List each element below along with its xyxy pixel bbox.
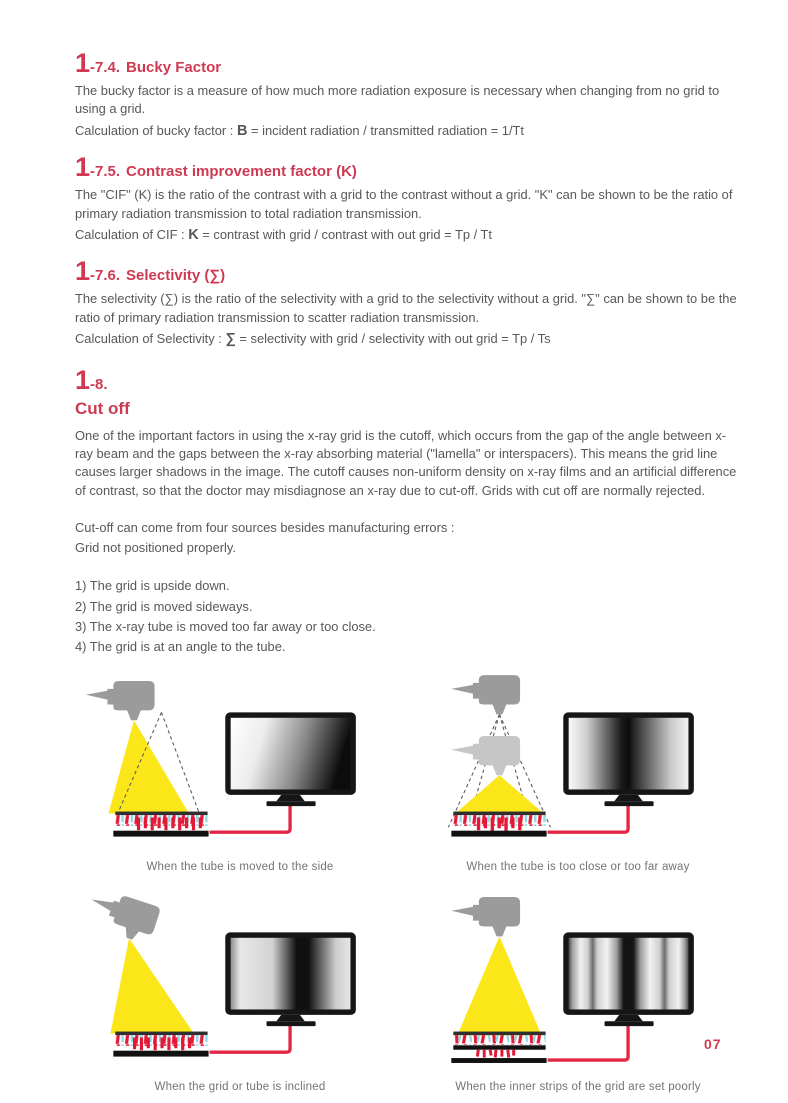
section-number: 1: [75, 364, 91, 395]
diagram-caption: When the tube is too close or too far away: [466, 860, 690, 873]
diagram-strips-set-poorly-art: [416, 893, 740, 1068]
diagram-tube-moved-side: [75, 673, 405, 883]
xray-tube-icon: [84, 893, 161, 945]
section-heading-bucky-factor: 1-7.4. Bucky Factor: [75, 48, 222, 78]
paragraph-selectivity-calc: Calculation of Selectivity : ∑ = selectivity with grid / selectivity with out grid = Tp / Ts: [75, 331, 551, 348]
section-number: 1: [75, 48, 91, 78]
section-title-cutoff: Cut off: [75, 398, 130, 418]
cutoff-causes-list: [75, 576, 737, 657]
cause-item-4: 4) The grid is at an angle to the tube.: [75, 638, 286, 654]
monitor-icon: [563, 932, 694, 1026]
diagram-strips-set-poorly: [413, 893, 743, 1103]
diagram-caption: When the grid or tube is inclined: [154, 1080, 326, 1093]
formula-symbol: ∑: [225, 331, 236, 348]
paragraph-cutoff-sources-sub: Grid not positioned properly.: [75, 540, 236, 556]
grid-icon: [113, 1032, 208, 1057]
document-page: [75, 50, 737, 1103]
section-title: Selectivity (∑): [126, 267, 226, 285]
section-heading-cutoff-number: 1-8.: [75, 364, 108, 395]
diagram-tube-too-close-far: [413, 673, 743, 883]
xray-tube-icon: [86, 681, 155, 720]
section-title: Contrast improvement factor (K): [126, 163, 357, 181]
diagram-caption: When the inner strips of the grid are set poorly: [455, 1080, 701, 1093]
paragraph-cutoff-body: One of the important factors in using the x-ray grid is the cutoff, which occurs from the gap of the angle between x-ray beam and the gaps between the x-ray absorbing material ("lamella" or interspacers). This means the grid line causes larger shadows in the image. The cutoff causes non-uniform density on x-ray films and an artificial difference of contrast, so that the doctor may misdiagnose an x-ray due to cut-off. Grids with cut off are normally rejected.: [75, 427, 737, 498]
formula-symbol: K: [188, 226, 199, 243]
paragraph-bucky-calc: Calculation of bucky factor : B = incident radiation / transmitted radiation = 1/Tt: [75, 122, 525, 139]
formula-symbol: B: [236, 122, 248, 139]
section-heading-selectivity: 1-7.6. Selectivity (∑): [75, 256, 226, 287]
page-number: 07: [704, 1036, 722, 1052]
paragraph-bucky-body: The bucky factor is a measure of how much more radiation exposure is necessary when changing from no grid to using a grid.: [75, 83, 720, 117]
diagram-tube-too-close-far-art: [416, 673, 740, 848]
monitor-icon: [225, 932, 356, 1026]
paragraph-selectivity-body: The selectivity (∑) is the ratio of the selectivity with a grid to the selectivity without a grid. "∑" can be shown to be the ratio of primary radiation transmission to scatter radiation transmission.: [75, 291, 737, 325]
diagram-caption: When the tube is moved to the side: [146, 860, 334, 873]
xray-tube-icon-ghost: [451, 736, 520, 775]
diagram-grid-tube-inclined-art: [78, 893, 402, 1068]
grid-icon: [451, 1032, 546, 1063]
section-heading-cif: 1-7.5. Contrast improvement factor (K): [75, 152, 357, 183]
section-number: 1: [75, 256, 91, 287]
paragraph-cif-body: The "CIF" (K) is the ratio of the contrast with a grid to the contrast without a grid. "K" can be shown to be the ratio of primary radiation transmission to total radiation transmission.: [75, 187, 733, 221]
cause-item-1: 1) The grid is upside down.: [75, 578, 230, 594]
cause-item-2: 2) The grid is moved sideways.: [75, 598, 253, 614]
xray-beam-shape: [108, 720, 189, 813]
cable-line: [210, 1026, 291, 1053]
section-title: Bucky Factor: [126, 59, 222, 76]
paragraph-cutoff-sources-intro: Cut-off can come from four sources besides manufacturing errors :: [75, 519, 455, 535]
monitor-icon: [225, 712, 356, 806]
cable-line: [210, 806, 291, 833]
section-number: 1: [75, 152, 91, 183]
cause-item-3: 3) The x-ray tube is moved too far away or too close.: [75, 618, 376, 634]
cable-line: [548, 806, 629, 833]
xray-beam-shape: [110, 938, 193, 1033]
diagram-grid-tube-inclined: [75, 893, 405, 1103]
cable-line: [548, 1026, 629, 1060]
monitor-icon: [563, 712, 694, 806]
grid-icon: [451, 812, 546, 837]
xray-tube-icon: [451, 897, 520, 936]
grid-icon: [113, 812, 208, 837]
cutoff-diagrams: [75, 673, 737, 1103]
paragraph-cif-calc: Calculation of CIF : K = contrast with grid / contrast with out grid = Tp / Tt: [75, 226, 492, 243]
xray-beam-shape: [455, 775, 543, 813]
xray-beam-shape: [457, 936, 541, 1035]
diagram-tube-moved-side-art: [78, 673, 402, 848]
xray-tube-icon: [451, 675, 520, 714]
